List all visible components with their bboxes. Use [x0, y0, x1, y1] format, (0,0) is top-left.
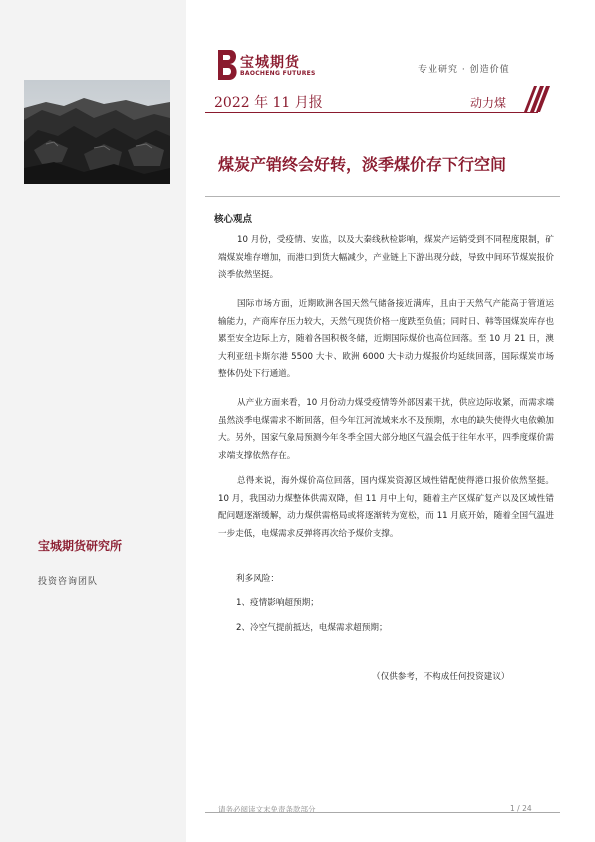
disclaimer: （仅供参考，不构成任何投资建议）: [372, 672, 510, 682]
report-category: 动力煤: [470, 96, 507, 110]
report-date: 2022 年 11 月报: [214, 95, 323, 111]
risk-intro: 利多风险：: [236, 574, 279, 584]
footer-rule: [205, 812, 560, 813]
paragraph-1: 10 月份，受疫情、安监，以及大秦线秋检影响，煤炭产运销受到不同程度限制，矿端煤炭堆存增加，而港口到货大幅减少，产业链上下游出现分歧，导致中间环节煤炭报价淡季依然坚挺。: [218, 235, 554, 280]
paragraph-3: 从产业方面来看，10 月份动力煤受疫情等外部因素干扰，供应边际收紧，而需求端虽然淡季电煤需求不断回落，但今年江河流域来水不及预期，水电的缺失使得火电依赖加大。另外，国家气象局预测今年冬季全国大部分地区气温会低于往年水平，四季度煤价需求端支撑依然存在。: [218, 398, 554, 461]
logo-english-name: BAOCHENG FUTURES: [240, 70, 316, 77]
sidebar-institute-name: 宝城期货研究所: [38, 539, 123, 553]
header-rule: [205, 112, 538, 113]
page-number: 1 / 24: [510, 804, 532, 813]
paragraph-2: 国际市场方面，近期欧洲各国天然气储备接近满库，且由于天然气产能高于管道运输能力，产商库存压力较大，天然气现货价格一度跌至负值；同时日、韩等国煤炭库存也累至安全边际上方，随着各国积极冬储，近期国际煤价也高位回落。至 10 月 21 日，澳大利亚纽卡斯尔港 5500 大卡、欧洲 6000 大卡动力煤报价均延续回落，国际煤炭市场整体仍处下行通道。: [218, 299, 554, 379]
company-logo: [214, 48, 354, 84]
baocheng-logo-icon: [214, 48, 242, 82]
title-divider: [205, 196, 560, 197]
report-title: 煤炭产销终会好转，淡季煤价存下行空间: [218, 155, 507, 174]
risk-item-2: 2、冷空气提前抵达，电煤需求超预期；: [236, 623, 388, 633]
logo-chinese-name: 宝城期货: [240, 55, 300, 71]
decorative-stripes-icon: [518, 86, 550, 112]
footer-note: 请务必阅读文末免责条款部分: [218, 805, 316, 814]
left-sidebar: [0, 0, 186, 842]
company-slogan: 专业研究 · 创造价值: [418, 65, 510, 75]
sidebar-team-name: 投资咨询团队: [38, 577, 99, 587]
risk-item-1: 1、疫情影响超预期；: [236, 598, 319, 608]
paragraph-4: 总得来说，海外煤价高位回落，国内煤炭资源区域性错配使得港口报价依然坚挺。10 月，我国动力煤整体供需双降，但 11 月中上旬，随着主产区煤矿复产以及区域性错配问题逐渐缓解，动力煤供需格局或将逐渐转为宽松，而 11 月底开始，随着全国气温进一步走低，电煤需求反弹将再次给予煤价支撑。: [218, 476, 554, 539]
section-heading: 核心观点: [214, 214, 253, 225]
coal-photo: [24, 80, 170, 184]
